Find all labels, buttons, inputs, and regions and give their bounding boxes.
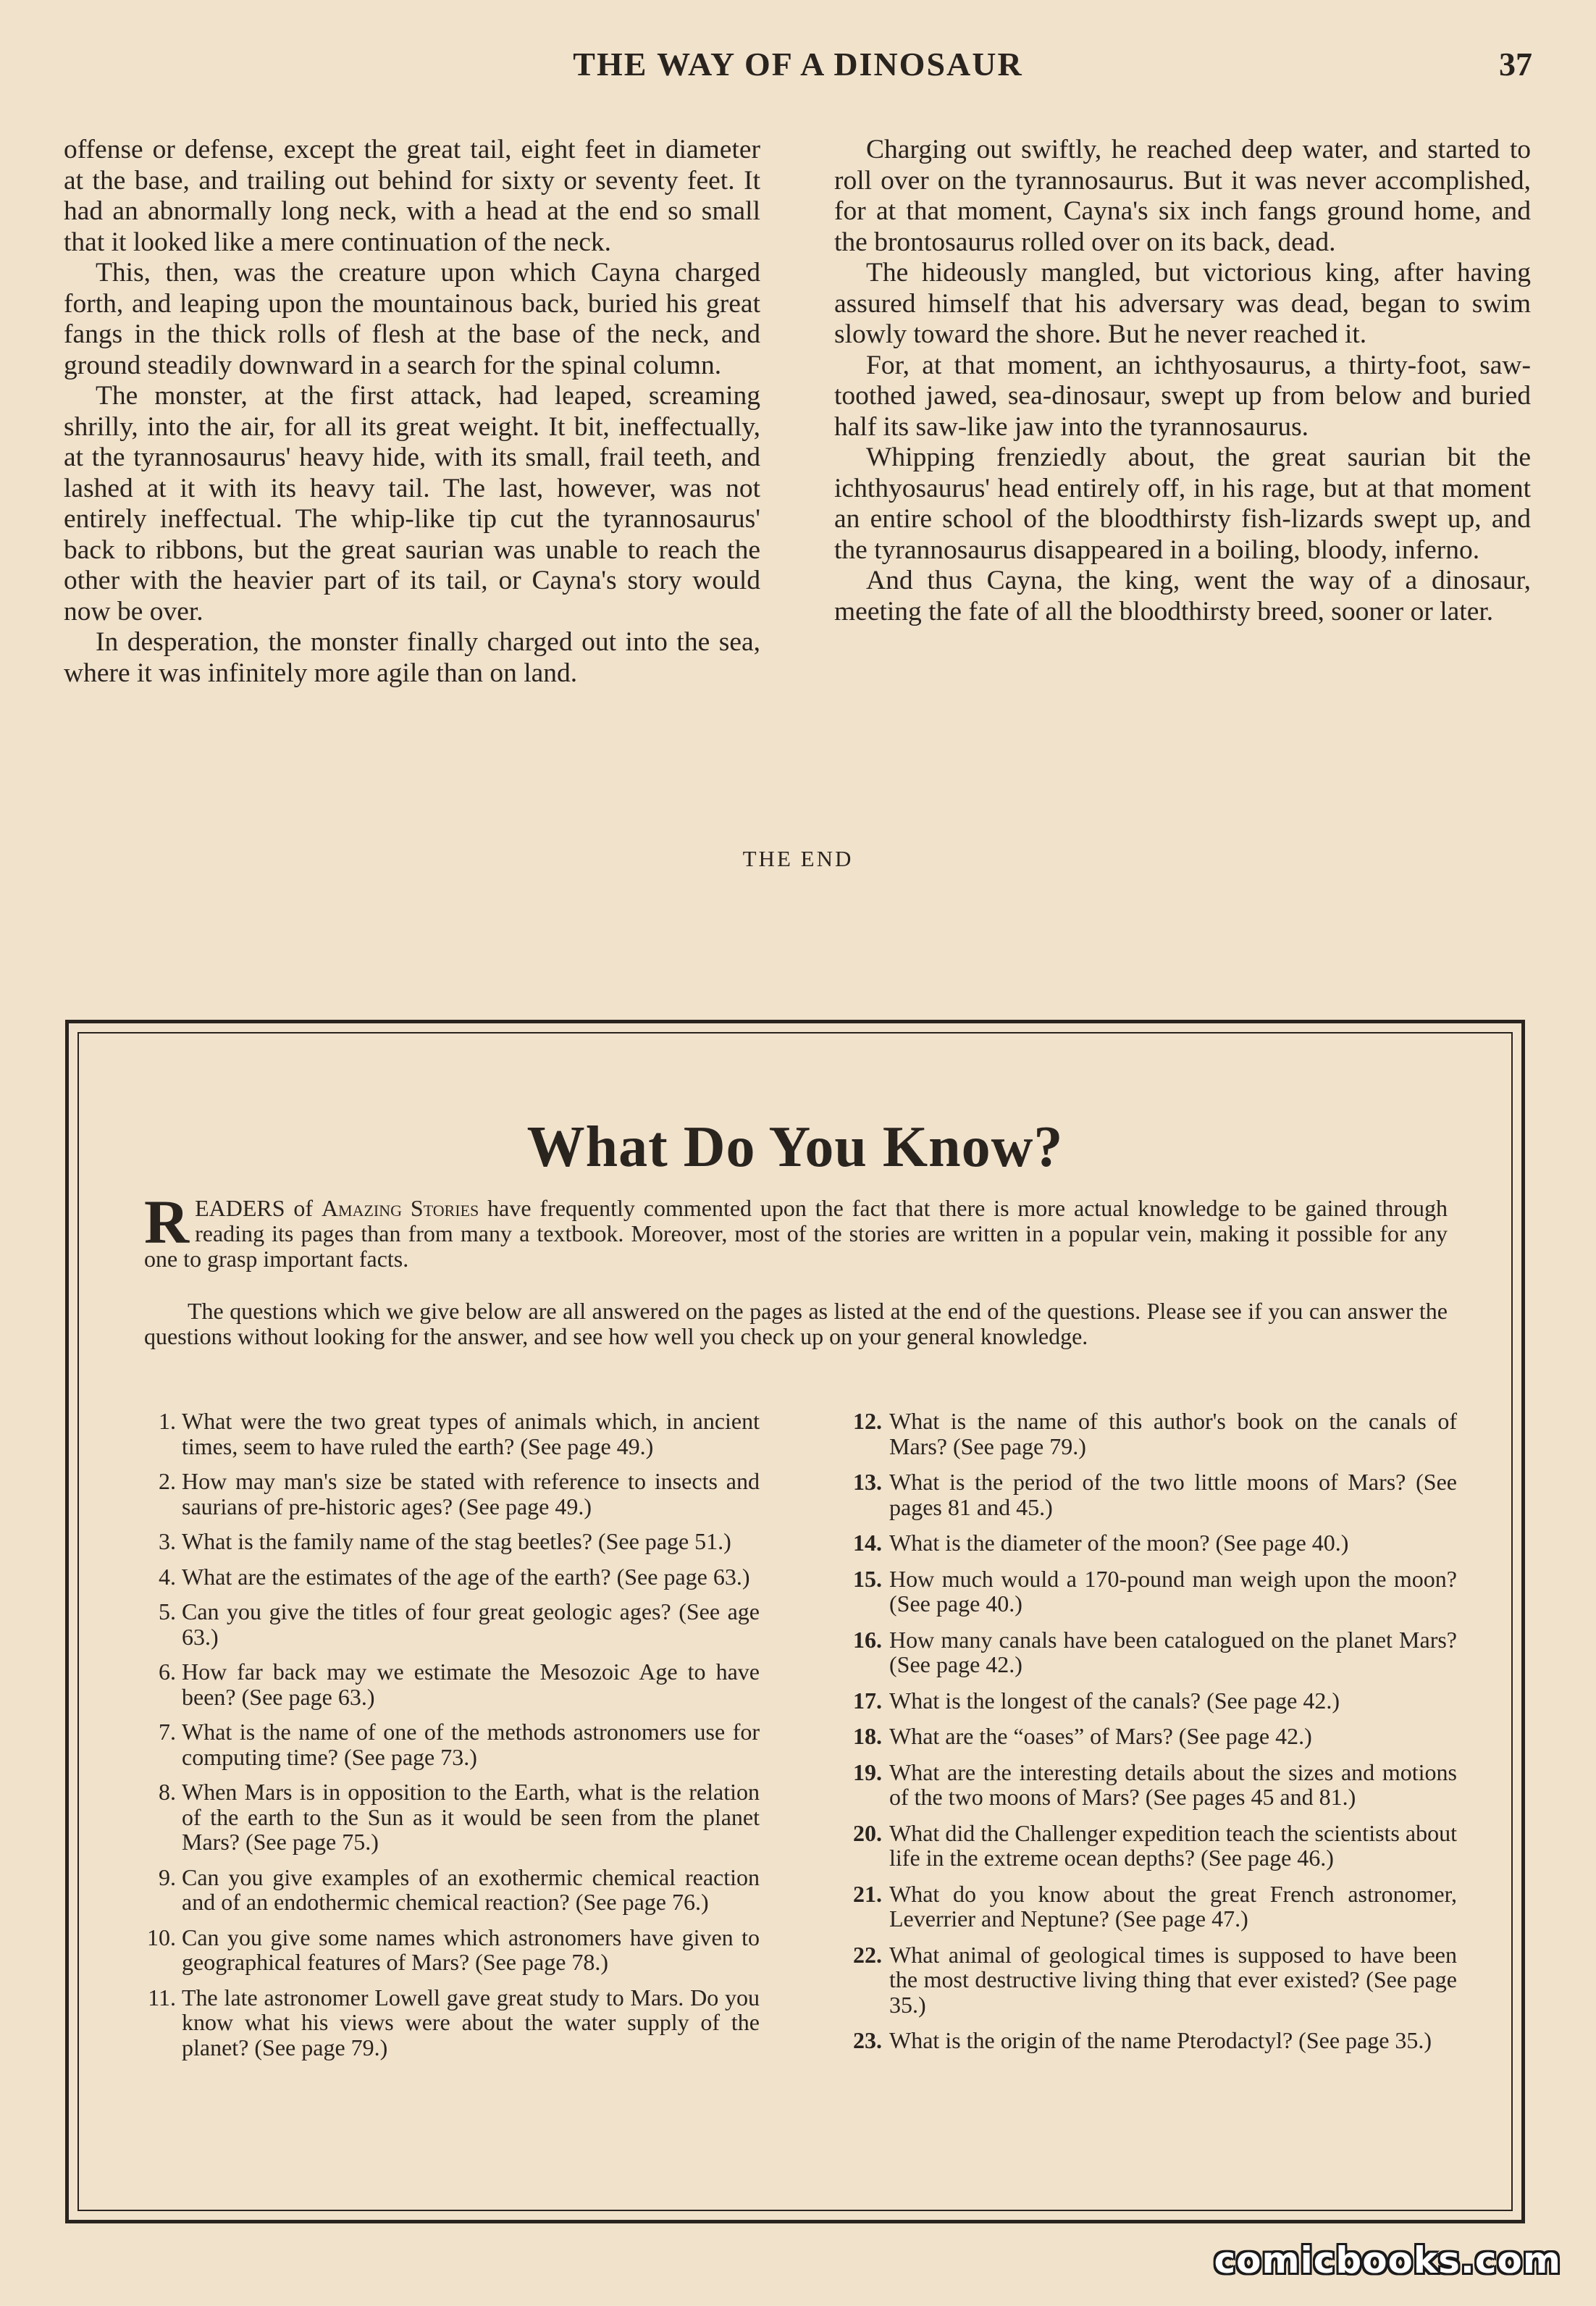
question-number: 3. xyxy=(159,1528,176,1554)
question-item xyxy=(841,1627,1457,1677)
question-text: What are the “oases” of Mars? (See page 42.) xyxy=(889,1723,1312,1749)
story-paragraph: Whipping frenziedly about, the great saurian bit the ichthyosaurus' head entirely off, in his rage, but at that moment an entire school of the bloodthirsty fish-lizards swept up, and the tyrannosaurus disappeared in a boiling, bloody, inferno. xyxy=(834,443,1531,565)
question-number: 6. xyxy=(159,1659,176,1685)
question-number: 21. xyxy=(853,1880,882,1907)
question-item xyxy=(144,1564,760,1590)
question-item xyxy=(144,1469,760,1519)
questions-column-left xyxy=(144,1409,760,2070)
page-number: 37 xyxy=(1499,46,1532,83)
question-item xyxy=(841,1469,1457,1519)
the-end-label: THE END xyxy=(742,846,854,871)
question-number: 17. xyxy=(853,1687,882,1714)
question-item xyxy=(841,1409,1457,1459)
question-item xyxy=(841,1942,1457,2018)
question-text: The late astronomer Lowell gave great study to Mars. Do you know what his views were about the water supply of the planet? (See page 79.) xyxy=(182,1984,760,2060)
question-item xyxy=(841,1530,1457,1556)
question-number: 5. xyxy=(159,1598,176,1624)
question-number: 18. xyxy=(853,1723,882,1749)
intro-lead: EADERS of xyxy=(195,1195,322,1221)
question-text: Can you give examples of an exothermic chemical reaction and of an endothermic chemical reaction? (See page 76.) xyxy=(182,1863,760,1915)
site-watermark: comicbooks.com xyxy=(1214,2239,1561,2281)
question-text: What did the Challenger expedition teach the scientists about life in the extreme ocean depths? (See page 46.) xyxy=(889,1819,1457,1871)
question-item xyxy=(841,1567,1457,1617)
story-paragraph: The hideously mangled, but victorious king, after having assured himself that his adversary was dead, began to swim slowly toward the shore. But he never reached it. xyxy=(834,258,1531,349)
question-item xyxy=(144,1599,760,1649)
question-number: 2. xyxy=(159,1468,176,1494)
story-paragraph: The monster, at the first attack, had leaped, screaming shrilly, into the air, for all its great weight. It bit, ineffectually, at the tyrannosaurus' heavy hide, with its small, frail teeth, and lashed at it with its heavy tail. The last, however, was not entirely ineffectual. The whip-like tip cut the tyrannosaurus' back to ribbons, but the great saurian was unable to reach the other with the heavier part of its tail, or Cayna's story would now be over. xyxy=(64,381,760,626)
question-item xyxy=(144,1779,760,1855)
question-item xyxy=(841,1724,1457,1749)
question-number: 15. xyxy=(853,1565,882,1592)
question-text: Can you give the titles of four great geologic ages? (See age 63.) xyxy=(182,1598,760,1650)
running-title: THE WAY OF A DINOSAUR xyxy=(573,46,1023,83)
question-text: What is the name of one of the methods astronomers use for computing time? (See page 73.) xyxy=(182,1719,760,1770)
quiz-box xyxy=(65,1020,1525,2223)
question-item xyxy=(144,1719,760,1769)
question-number: 1. xyxy=(159,1408,176,1434)
question-number: 23. xyxy=(853,2027,882,2053)
question-item xyxy=(841,1760,1457,1810)
story-column-right xyxy=(834,135,1531,627)
story-paragraph: offense or defense, except the great tail, eight feet in diameter at the base, and trailing out behind for sixty or seventy feet. It had an abnormally long neck, with a head at the end so small that it looked like a mere continuation of the neck. xyxy=(64,135,760,257)
question-number: 4. xyxy=(159,1563,176,1590)
story-paragraph: This, then, was the creature upon which Cayna charged forth, and leaping upon the mountainous back, buried his great fangs in the thick rolls of flesh at the base of the neck, and ground steadily downward in a search for the spinal column. xyxy=(64,258,760,380)
question-item xyxy=(144,1529,760,1554)
question-text: What are the interesting details about the sizes and motions of the two moons of Mars? (See pages 45 and 81.) xyxy=(889,1758,1457,1810)
question-number: 11. xyxy=(148,1984,176,2011)
question-number: 9. xyxy=(159,1863,176,1890)
question-text: When Mars is in opposition to the Earth, what is the relation of the earth to the Sun as it would be seen from the planet Mars? (See page 75.) xyxy=(182,1779,760,1855)
quiz-title: What Do You Know? xyxy=(526,1115,1064,1179)
question-number: 7. xyxy=(159,1719,176,1745)
story-paragraph: For, at that moment, an ichthyosaurus, a thirty-foot, saw-toothed jawed, sea-dinosaur, swept up from below and buried half its saw-like jaw into the tyrannosaurus. xyxy=(834,350,1531,442)
question-item xyxy=(144,1659,760,1709)
question-number: 10. xyxy=(147,1924,176,1950)
question-text: What is the name of this author's book on the canals of Mars? (See page 79.) xyxy=(889,1408,1457,1459)
question-item xyxy=(144,1925,760,1975)
question-number: 22. xyxy=(853,1941,882,1968)
question-item xyxy=(841,1688,1457,1714)
question-item xyxy=(841,1821,1457,1871)
question-number: 14. xyxy=(853,1530,882,1556)
question-text: How far back may we estimate the Mesozoic Age to have been? (See page 63.) xyxy=(182,1659,760,1710)
question-number: 19. xyxy=(853,1758,882,1785)
question-text: What were the two great types of animals which, in ancient times, seem to have ruled the earth? (See page 49.) xyxy=(182,1408,760,1459)
quiz-instructions: The questions which we give below are all answered on the pages as listed at the end of the questions. Please see if you can answer the questions without looking for the answer, and see how well you check up on your general knowledge. xyxy=(144,1298,1448,1349)
question-item xyxy=(144,1985,760,2060)
quiz-intro xyxy=(144,1187,1448,1272)
question-text: What is the diameter of the moon? (See page 40.) xyxy=(889,1530,1349,1556)
magazine-name: Amazing Stories xyxy=(321,1195,479,1221)
question-item xyxy=(144,1865,760,1915)
question-text: How many canals have been catalogued on the planet Mars? (See page 42.) xyxy=(889,1626,1457,1677)
question-number: 20. xyxy=(853,1819,882,1846)
question-number: 12. xyxy=(853,1408,882,1434)
question-text: How much would a 170-pound man weigh upon the moon? (See page 40.) xyxy=(889,1565,1457,1617)
question-text: How may man's size be stated with reference to insects and saurians of pre-historic ages? (See page 49.) xyxy=(182,1468,760,1519)
question-item xyxy=(841,2028,1457,2053)
story-paragraph: And thus Cayna, the king, went the way of a dinosaur, meeting the fate of all the bloodthirsty breed, sooner or later. xyxy=(834,566,1531,626)
story-column-left xyxy=(64,135,760,689)
question-text: What animal of geological times is supposed to have been the most destructive living thing that ever existed? (See page 35.) xyxy=(889,1941,1457,2018)
question-text: What is the origin of the name Pterodactyl? (See page 35.) xyxy=(889,2027,1432,2053)
question-text: What is the longest of the canals? (See page 42.) xyxy=(889,1687,1340,1714)
story-paragraph: Charging out swiftly, he reached deep water, and started to roll over on the tyrannosaurus. But it was never accomplished, for at that moment, Cayna's six inch fangs ground home, and the brontosaurus rolled over on its back, dead. xyxy=(834,135,1531,257)
question-text: What are the estimates of the age of the earth? (See page 63.) xyxy=(182,1563,750,1590)
question-number: 8. xyxy=(159,1779,176,1805)
question-item xyxy=(144,1409,760,1459)
question-number: 13. xyxy=(853,1469,882,1495)
page-header xyxy=(0,38,1596,88)
question-number: 16. xyxy=(853,1626,882,1653)
question-text: What is the period of the two little moons of Mars? (See pages 81 and 45.) xyxy=(889,1469,1457,1520)
intro-rest: have frequently commented upon the fact that there is more actual knowledge to be gained through reading its pages than from many a textbook. Moreover, most of the stories are written in a popular vein, making it possible for any one to grasp important facts. xyxy=(144,1195,1448,1272)
story-paragraph: In desperation, the monster finally charged out into the sea, where it was infinitely more agile than on land. xyxy=(64,627,760,688)
question-text: What is the family name of the stag beetles? (See page 51.) xyxy=(182,1528,731,1554)
drop-cap: R xyxy=(144,1187,190,1257)
questions-column-right xyxy=(841,1409,1457,2064)
quiz-inner-border xyxy=(77,1032,1513,2211)
question-text: What do you know about the great French astronomer, Leverrier and Neptune? (See page 47.) xyxy=(889,1880,1457,1932)
question-text: Can you give some names which astronomers have given to geographical features of Mars? (See page 78.) xyxy=(182,1924,760,1975)
question-item xyxy=(841,1882,1457,1932)
